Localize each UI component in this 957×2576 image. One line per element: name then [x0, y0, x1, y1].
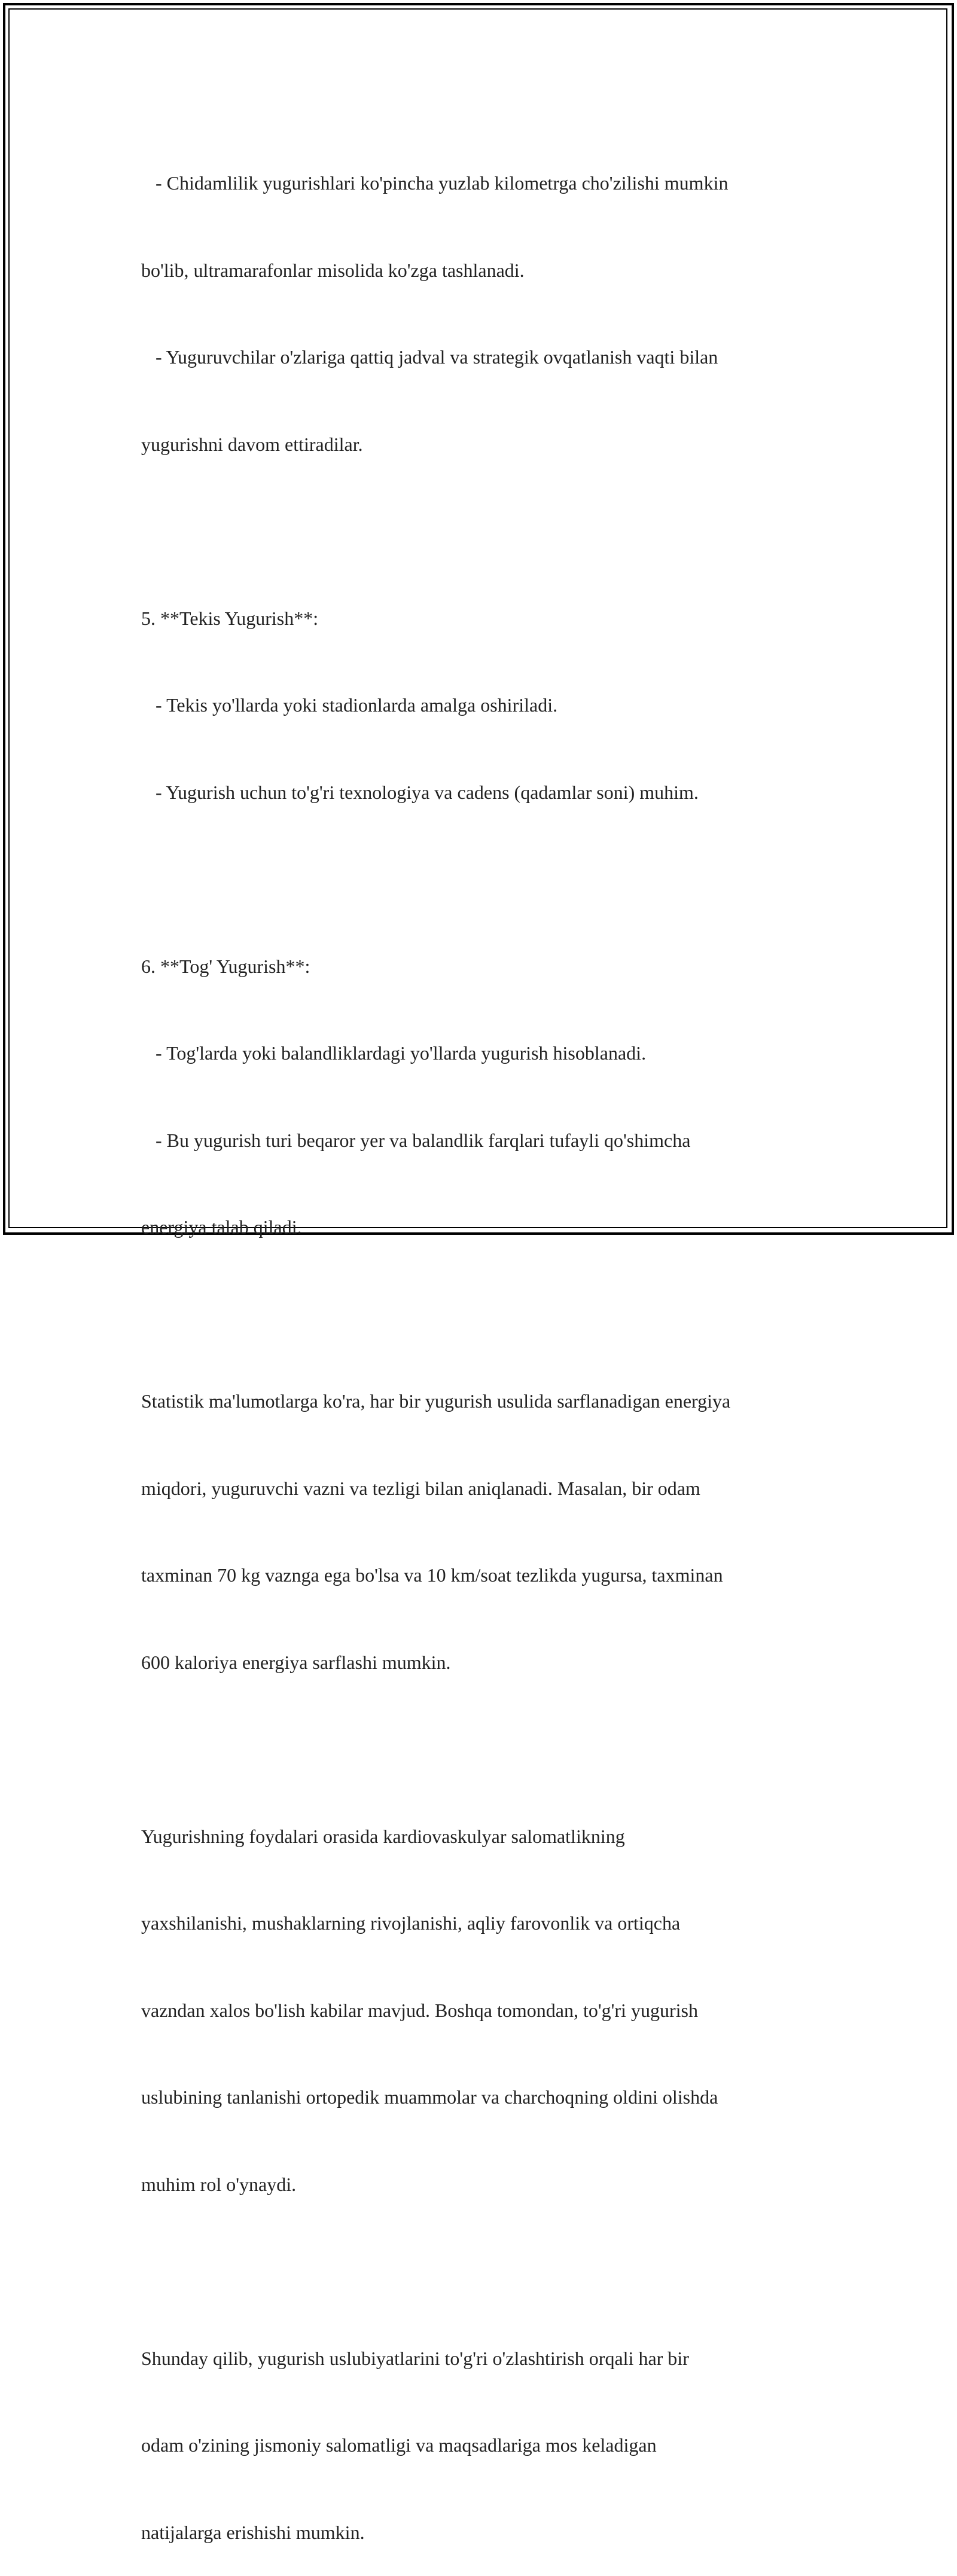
blank-line [141, 1735, 829, 1764]
text-line: uslubining tanlanishi ortopedik muammolar va charchoqning oldini olishda [141, 2086, 718, 2108]
blank-line [141, 865, 829, 894]
text-line: yugurishni davom ettiradilar. [141, 433, 363, 455]
text-line: natijalarga erishishi mumkin. [141, 2521, 365, 2543]
text-line: muhim rol o'ynaydi. [141, 2173, 297, 2195]
text-line: yaxshilanishi, mushaklarning rivojlanishi, aqliy farovonlik va ortiqcha [141, 1912, 681, 1934]
text-line: 600 kaloriya energiya sarflashi mumkin. [141, 1651, 451, 1673]
blank-line [141, 1300, 829, 1329]
blank-line [141, 2257, 829, 2286]
text-line: - Chidamlilik yugurishlari ko'pincha yuzlab kilometrga cho'zilishi mumkin [141, 172, 729, 194]
text-line: Yugurishning foydalari orasida kardiovaskulyar salomatlikning [141, 1825, 625, 1847]
text-line: odam o'zining jismoniy salomatligi va maqsadlariga mos keladigan [141, 2434, 657, 2456]
text-line: Statistik ma'lumotlarga ko'ra, har bir yugurish usulida sarflanadigan energiya [141, 1390, 731, 1412]
text-line: miqdori, yuguruvchi vazni va tezligi bilan aniqlanadi. Masalan, bir odam [141, 1477, 700, 1499]
text-line: - Tekis yo'llarda yoki stadionlarda amalga oshiriladi. [141, 694, 558, 716]
section-heading: 6. **Tog' Yugurish**: [141, 955, 310, 977]
text-line: - Bu yugurish turi beqaror yer va balandlik farqlari tufayli qo'shimcha [141, 1129, 691, 1151]
text-line: taxminan 70 kg vaznga ega bo'lsa va 10 km/soat tezlikda yugursa, taxminan [141, 1564, 723, 1586]
section-heading: 5. **Tekis Yugurish**: [141, 607, 319, 629]
text-line: - Yuguruvchilar o'zlariga qattiq jadval va strategik ovqatlanish vaqti bilan [141, 346, 718, 368]
text-line: - Tog'larda yoki balandliklardagi yo'llarda yugurish hisoblanadi. [141, 1042, 647, 1064]
text-line: bo'lib, ultramarafonlar misolida ko'zga tashlanadi. [141, 259, 525, 281]
text-line: Shunday qilib, yugurish uslubiyatlarini to'g'ri o'zlashtirish orqali har bir [141, 2347, 689, 2369]
text-line: - Yugurish uchun to'g'ri texnologiya va cadens (qadamlar soni) muhim. [141, 781, 699, 803]
text-line: vazndan xalos bo'lish kabilar mavjud. Boshqa tomondan, to'g'ri yugurish [141, 1999, 698, 2021]
document-body [141, 111, 829, 2576]
text-line: energiya talab qiladi. [141, 1216, 302, 1238]
blank-line [141, 517, 829, 546]
